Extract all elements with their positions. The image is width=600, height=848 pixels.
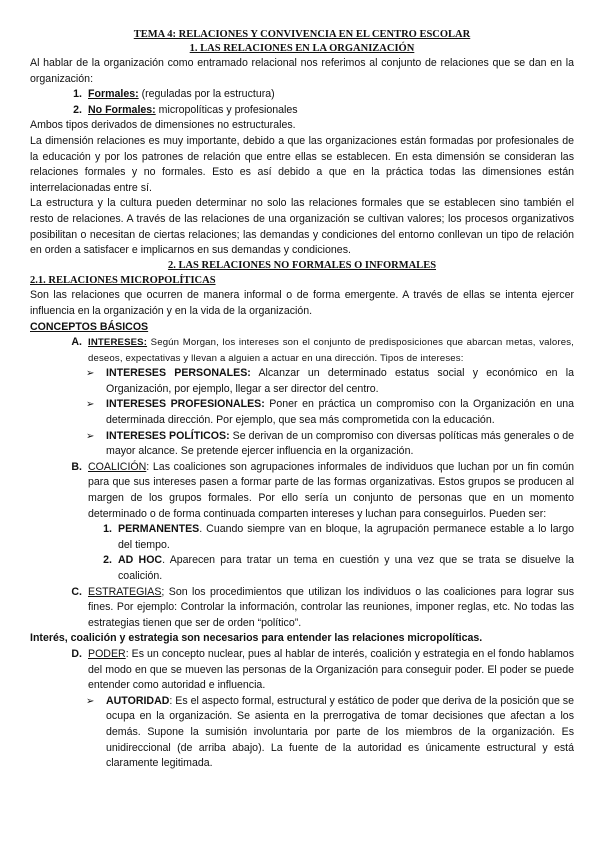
- sub-text: : Es el aspecto formal, estructural y estático de poder que deriva de la posición que se ocupa en la organización. Se asienta en la prerrogativa de tomar decisiones que afectan a los demás. Supone la sumisión involuntaria por parte de los miembros de la organización. Es unidireccional (de arriba abajo). La fuente de la autoridad es únicamente estructural y está claramente legitimada.: [106, 694, 574, 770]
- list-text: (reguladas por la estructura): [138, 88, 275, 101]
- sub-label: INTERESES POLÍTICOS:: [106, 429, 230, 442]
- section-2-heading: 2. LAS RELACIONES NO FORMALES O INFORMALES: [167, 259, 437, 271]
- concept-letter: B.: [71, 460, 82, 473]
- sub-text: Alcanzar un determinado estatus social y económico en la Organización, por ejemplo, llegar a ser director del centro.: [106, 367, 575, 395]
- arrow-bullet-icon: ➢: [86, 368, 95, 380]
- concept-d: [30, 647, 574, 694]
- sub-item: [30, 522, 574, 553]
- sub-label: INTERESES PROFESIONALES:: [106, 398, 265, 411]
- concept-b: [30, 460, 574, 522]
- concept-text: : Las coaliciones son agrupaciones informales de individuos que luchan por un fin común para que sus intereses pasen a formar parte de las formas organizativas. Estos grupos se producen al margen de los grupos formales. Por ello sería un conjunto de personas que en un momento determinado o de forma continuada comparten intereses y luchan para conseguirlos. Pueden ser:: [88, 460, 574, 520]
- list-label: Formales:: [88, 88, 139, 101]
- list-item: [30, 87, 574, 103]
- list-item: [30, 103, 574, 119]
- concept-label: PODER: [88, 647, 126, 660]
- concept-label: INTERESES:: [88, 337, 148, 349]
- sub-item: [30, 429, 574, 460]
- concept-label: COALICIÓN: [88, 460, 147, 473]
- sub-item: [30, 553, 574, 584]
- sub-item: [30, 397, 574, 428]
- intro-paragraph: Al hablar de la organización como entramado relacional nos referimos al conjunto de relaciones que se dan en la organización:: [30, 57, 574, 85]
- concept-letter: D.: [71, 647, 82, 660]
- conceptos-heading: CONCEPTOS BÁSICOS: [30, 320, 149, 333]
- concept-letter: A.: [71, 336, 82, 349]
- concept-a: [30, 335, 574, 366]
- sub-label: PERMANENTES: [118, 523, 200, 536]
- sub-label: AD HOC: [118, 554, 163, 567]
- list-text: micropolíticas y profesionales: [155, 103, 298, 116]
- concept-text: : Es un concepto nuclear, pues al hablar de interés, coalición y estrategia en el fondo hablamos del modo en que se mueven las personas de la Organización para conseguir poder. El poder se puede entender como autoridad e influencia.: [88, 647, 574, 692]
- sub-text: Poner en práctica un compromiso con la Organización en una determinada dirección. Por ejemplo, que sea más comprometida con la educación.: [106, 398, 574, 427]
- concept-text: ; Son los procedimientos que utilizan los individuos o las coaliciones para lograr sus fines. Por ejemplo: Controlar la información, controlar las reuniones, imponer reglas, etc. No todas las estrategias tienen que ser de orden “político”.: [88, 585, 574, 629]
- sub-text: . Aparecen para tratar un tema en cuestión y una vez que se trata se disuelve la coalición.: [118, 554, 574, 582]
- paragraph-son: Son las relaciones que ocurren de manera informal o de forma emergente. A través de ellas se intenta ejercer influencia en la organización y en la vida de la organización.: [30, 289, 574, 317]
- list-number: 1.: [103, 523, 112, 536]
- section-1-heading: 1. LAS RELACIONES EN LA ORGANIZACIÓN: [189, 43, 415, 54]
- arrow-bullet-icon: ➢: [86, 695, 95, 707]
- list-number: 2.: [103, 554, 112, 567]
- document-page: [30, 28, 574, 772]
- sub-text: . Cuando siempre van en bloque, la agrupación permanece estable a lo largo del tiempo.: [118, 523, 574, 551]
- sub-label: AUTORIDAD: [106, 694, 170, 707]
- list-number: 1.: [73, 88, 82, 101]
- concept-c: [30, 585, 574, 632]
- arrow-bullet-icon: ➢: [86, 399, 95, 411]
- paragraph-ambos: Ambos tipos derivados de dimensiones no estructurales.: [30, 119, 296, 132]
- sub-text: Se derivan de un compromiso con diversas políticas más generales o de mayor alcance. Se pretende ejercer influencia en la organización.: [106, 429, 575, 458]
- sub-item: [30, 366, 574, 397]
- sub-item: [30, 694, 574, 772]
- document-title: TEMA 4: RELACIONES Y CONVIVENCIA EN EL CENTRO ESCOLAR: [133, 29, 471, 40]
- list-number: 2.: [73, 103, 82, 116]
- paragraph-interes: Interés, coalición y estrategia son necesarios para entender las relaciones micropolíticas.: [30, 632, 483, 645]
- section-2-1-heading: 2.1. RELACIONES MICROPOLÍTICAS: [30, 274, 216, 286]
- concept-text: Según Morgan, los intereses son el conjunto de predisposiciones que abarcan metas, valores, deseos, expectativas y llevan a alguien a actuar en una dirección. Tipos de intereses:: [88, 337, 574, 364]
- paragraph-dimension: La dimensión relaciones es muy importante, debido a que las organizaciones están formadas por profesionales de la educación y por los patrones de relación que entre ellas se establecen. En esta dimensión se consideran las relaciones formales y no formales. Esto es así debido a que en la práctica todas las dimensiones están interrelacionadas entre sí.: [30, 134, 574, 194]
- list-label: No Formales:: [88, 103, 156, 116]
- paragraph-estructura: La estructura y la cultura pueden determinar no solo las relaciones formales que se establecen sino también el resto de relaciones. A través de las relaciones de una organización se cultivan valores; los procesos organizativos posibilitan o necesitan de ciertas relaciones; las demandas y condiciones del entorno conllevan un tipo de relación en orden a satisfacer e implicarnos en sus demandas y condiciones.: [30, 197, 574, 257]
- sub-label: INTERESES PERSONALES:: [106, 367, 251, 380]
- arrow-bullet-icon: ➢: [86, 430, 95, 442]
- concept-letter: C.: [71, 585, 82, 598]
- concept-label: ESTRATEGIAS: [88, 585, 162, 598]
